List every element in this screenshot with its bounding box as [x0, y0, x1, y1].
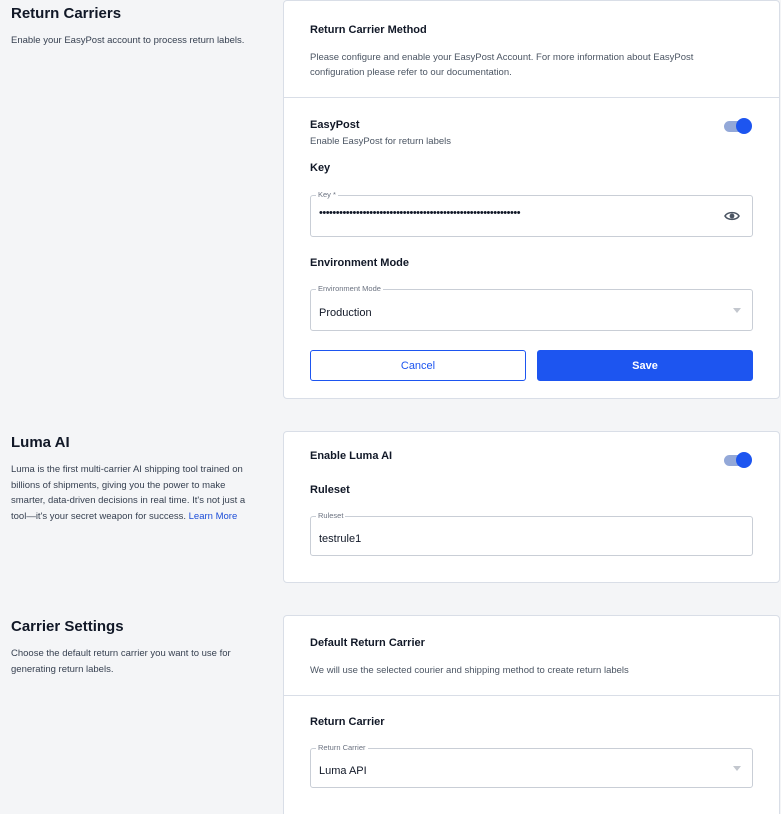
toggle-knob: [736, 452, 752, 468]
chevron-down-icon: [733, 308, 741, 313]
return-carrier-method-card: [283, 0, 780, 399]
section-title: Luma AI: [11, 434, 70, 451]
card-heading: Return Carrier Method: [310, 24, 427, 36]
key-input-legend: Key *: [318, 190, 336, 199]
return-carrier-value: Luma API: [319, 765, 367, 777]
card-info-text: We will use the selected courier and shipping method to create return labels: [310, 665, 629, 676]
section-title: Return Carriers: [11, 5, 122, 22]
environment-mode-label: Environment Mode: [310, 257, 410, 269]
eye-icon[interactable]: [724, 209, 740, 223]
luma-description-text: Luma is the first multi-carrier AI shipping tool trained on billions of shipments, giving you the power to make smarter, data-driven decisions in real time. It's not just a tool—it's your secret weapon for success.: [11, 464, 246, 522]
ruleset-value: testrule1: [319, 533, 362, 545]
luma-ai-card: [283, 431, 780, 583]
carrier-settings-section-header: [11, 618, 261, 677]
environment-mode-legend: Environment Mode: [318, 284, 381, 293]
easypost-label: EasyPost: [310, 119, 360, 131]
key-input-value: ••••••••••••••••••••••••••••••••••••••••••••••••••••••••••••: [319, 207, 521, 219]
return-carrier-legend: Return Carrier: [318, 743, 366, 752]
default-return-carrier-card: [283, 615, 780, 814]
divider: [284, 695, 779, 696]
key-label: Key: [310, 162, 331, 174]
toggle-knob: [736, 118, 752, 134]
return-carrier-select[interactable]: [310, 743, 753, 788]
card-heading: Default Return Carrier: [310, 637, 425, 649]
chevron-down-icon: [733, 766, 741, 771]
enable-luma-label: Enable Luma AI: [310, 450, 393, 462]
card-info-text: Please configure and enable your EasyPost Account. For more information about EasyPost configuration please refer to our documentation.: [310, 52, 694, 78]
section-description: Enable your EasyPost account to process return labels.: [11, 35, 245, 46]
divider: [284, 97, 779, 98]
key-input[interactable]: [310, 190, 753, 237]
ruleset-input[interactable]: [310, 511, 753, 556]
learn-more-link[interactable]: Learn More: [188, 510, 238, 522]
section-title: Carrier Settings: [11, 618, 124, 635]
environment-mode-value: Production: [319, 307, 372, 319]
luma-ai-section-header: [11, 434, 261, 524]
ruleset-label: Ruleset: [310, 484, 350, 496]
save-button[interactable]: Save: [537, 350, 753, 381]
ruleset-legend: Ruleset: [318, 511, 344, 520]
environment-mode-select[interactable]: [310, 284, 753, 331]
section-description: [11, 462, 261, 524]
return-carriers-section-header: [11, 5, 261, 49]
return-carrier-label: Return Carrier: [310, 716, 385, 728]
easypost-toggle[interactable]: [722, 118, 752, 134]
section-description: Choose the default return carrier you want to use for generating return labels.: [11, 648, 231, 675]
luma-ai-toggle[interactable]: [722, 452, 752, 468]
easypost-sublabel: Enable EasyPost for return labels: [310, 136, 451, 147]
cancel-button[interactable]: Cancel: [310, 350, 526, 381]
